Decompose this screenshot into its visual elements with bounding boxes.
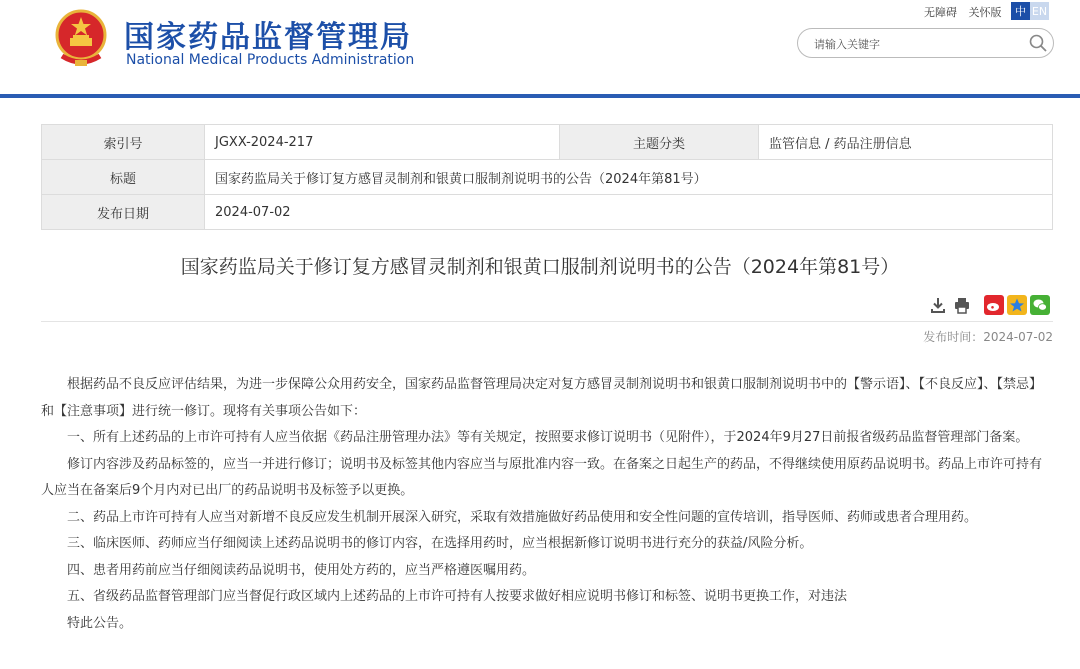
category-label: 主题分类	[560, 125, 759, 160]
search-input[interactable]	[812, 33, 1016, 55]
title-value: 国家药监局关于修订复方感冒灵制剂和银黄口服制剂说明书的公告（2024年第81号）	[205, 160, 1053, 195]
accessibility-link[interactable]: 无障碍	[924, 6, 957, 19]
paragraph: 修订内容涉及药品标签的，应当一并进行修订；说明书及标签其他内容应当与原批准内容一致。在备案之日起生产的药品，不得继续使用原药品说明书。药品上市许可持有人应当在备案后9个月内对已出厂的药品说明书及标签予以更换。	[41, 456, 1043, 498]
top-links	[924, 4, 1010, 20]
national-emblem-icon[interactable]	[52, 8, 110, 68]
table-row	[42, 160, 1053, 195]
table-row	[42, 195, 1053, 230]
publish-time-label: 发布时间：	[923, 330, 984, 344]
elderly-mode-link[interactable]: 关怀版	[968, 6, 1002, 19]
title-label: 标题	[42, 160, 205, 195]
site-name-en[interactable]: National Medical Products Administration	[126, 52, 415, 68]
download-icon[interactable]	[928, 295, 948, 315]
watermark-overlay	[880, 612, 1080, 669]
paragraph: 四、患者用药前应当仔细阅读药品说明书，使用处方药的，应当严格遵医嘱用药。	[67, 562, 536, 578]
qzone-share-icon[interactable]	[1007, 295, 1027, 315]
table-row	[42, 125, 1053, 160]
paragraph: 特此公告。	[67, 615, 133, 631]
info-table	[41, 124, 1053, 230]
date-label: 发布日期	[42, 195, 205, 230]
article-body	[41, 372, 1053, 637]
paragraph: 一、所有上述药品的上市许可持有人应当依据《药品注册管理办法》等有关规定，按照要求修订说明书（见附件），于2024年9月27日前报省级药品监督管理部门备案。	[67, 430, 1029, 445]
header-divider	[0, 94, 1080, 98]
lang-cn-button[interactable]: 中	[1011, 2, 1030, 20]
paragraph: 五、省级药品监督管理部门应当督促行政区域内上述药品的上市许可持有人按要求做好相应说明书修订和标签、说明书更换工作，对违法	[67, 589, 848, 604]
paragraph: 二、药品上市许可持有人应当对新增不良反应发生机制开展深入研究，采取有效措施做好药品使用和安全性问题的宣传培训，指导医师、药师或患者合理用药。	[67, 509, 978, 525]
wechat-share-icon[interactable]	[1030, 295, 1050, 315]
category-value: 监管信息 / 药品注册信息	[759, 125, 1053, 160]
lang-en-button[interactable]: EN	[1030, 2, 1049, 20]
search-box	[797, 28, 1054, 58]
paragraph: 三、临床医师、药师应当仔细阅读上述药品说明书的修订内容，在选择用药时，应当根据新修订说明书进行充分的获益/风险分析。	[67, 536, 813, 551]
publish-time	[900, 328, 1053, 345]
language-switch	[1011, 2, 1049, 20]
weibo-share-icon[interactable]	[984, 295, 1004, 315]
title-divider	[41, 321, 1053, 322]
date-value: 2024-07-02	[205, 195, 1053, 230]
print-icon[interactable]	[952, 295, 972, 315]
index-value: JGXX-2024-217	[205, 125, 560, 160]
publish-time-value: 2024-07-02	[983, 330, 1053, 344]
article-title: 国家药监局关于修订复方感冒灵制剂和银黄口服制剂说明书的公告（2024年第81号）	[180, 256, 900, 278]
site-header	[0, 0, 1080, 94]
site-name-cn[interactable]: 国家药品监督管理局	[124, 20, 412, 55]
search-icon[interactable]	[1028, 33, 1048, 53]
paragraph: 根据药品不良反应评估结果，为进一步保障公众用药安全，国家药品监督管理局决定对复方感冒灵制剂说明书和银黄口服制剂说明书中的【警示语】、【不良反应】、【禁忌】和【注意事项】进行统一修订。现将有关事项公告如下：	[41, 377, 1043, 419]
article-tools	[928, 295, 1050, 315]
index-label: 索引号	[42, 125, 205, 160]
